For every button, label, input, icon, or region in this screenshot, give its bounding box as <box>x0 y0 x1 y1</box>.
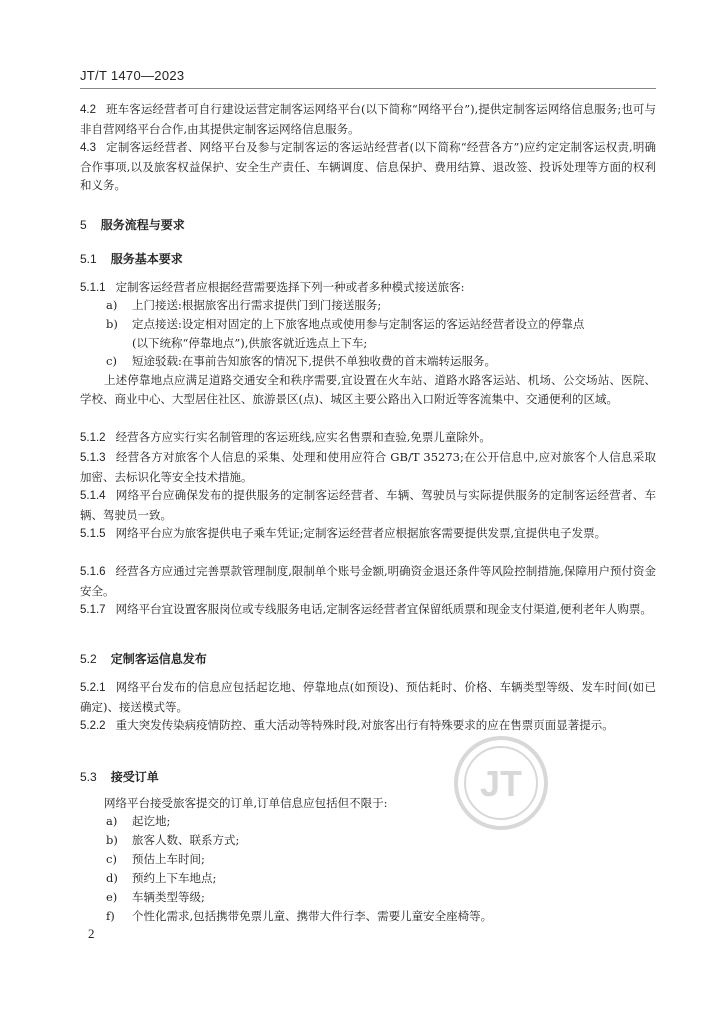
page-number: 2 <box>88 926 95 941</box>
clause-text: 网络平台应确保发布的提供服务的定制客运经营者、车辆、驾驶员与实际提供服务的定制客运经营者、车辆、驾驶员一致。 <box>80 488 656 522</box>
order-item-d <box>106 869 658 888</box>
clause-5-1-2 <box>80 428 656 448</box>
section-5-1-heading <box>80 250 183 267</box>
clause-number: 5.2.1 <box>80 682 106 694</box>
list-marker: b) <box>106 833 118 847</box>
list-text: 起讫地; <box>132 814 171 828</box>
clause-text: 网络平台发布的信息应包括起讫地、停靠地点(如预设)、预估耗时、价格、车辆类型等级、发车时间(如已确定)、接送模式等。 <box>80 680 656 714</box>
clause-5-1-7 <box>80 600 656 620</box>
section-5-2-heading <box>80 650 207 667</box>
watermark-text: JT <box>479 763 523 804</box>
clause-5-2-1 <box>80 678 656 716</box>
clause-text: 定制客运经营者、网络平台及参与定制客运的客运站经营者(以下简称“经营各方”)应约定定制客运权责,明确合作事项,以及旅客权益保护、安全生产责任、车辆调度、信息保护、费用结算、退改签、投诉处理等方面的权利和义务。 <box>80 140 656 192</box>
section-number: 5.3 <box>80 770 97 784</box>
section-title: 服务基本要求 <box>110 252 183 266</box>
clause-number: 4.3 <box>80 142 96 154</box>
section-title: 接受订单 <box>110 770 159 784</box>
list-text: 旅客人数、联系方式; <box>132 833 240 847</box>
order-item-e <box>106 888 658 907</box>
section-number: 5 <box>80 218 87 232</box>
order-intro: 网络平台接受旅客提交的订单,订单信息应包括但不限于: <box>104 796 388 810</box>
clause-text: 网络平台应为旅客提供电子乘车凭证;定制客运经营者应根据旅客需要提供发票,宜提供电子发票。 <box>115 526 607 540</box>
clause-4-2 <box>80 100 656 138</box>
list-marker: c) <box>106 354 117 368</box>
header-divider <box>80 88 656 89</box>
clause-number: 5.2.2 <box>80 720 106 732</box>
order-item-a <box>106 812 658 831</box>
list-marker: f) <box>106 909 115 923</box>
list-item-a <box>106 296 658 315</box>
clause-4-3 <box>80 138 656 195</box>
clause-5-1-5 <box>80 524 656 544</box>
section-5-3-heading <box>80 768 159 785</box>
clause-text: 经营各方对旅客个人信息的采集、处理和使用应符合 GB/T 35273;在公开信息中,应对旅客个人信息采取加密、去标识化等安全技术措施。 <box>80 450 656 484</box>
clause-number: 5.1.7 <box>80 604 106 616</box>
list-item-b <box>106 315 658 352</box>
clause-number: 4.2 <box>80 104 96 116</box>
clause-5-1-1 <box>80 278 656 298</box>
document-code: JT/T 1470—2023 <box>80 68 185 83</box>
clause-number: 5.1.3 <box>80 452 106 464</box>
section-5-heading <box>80 216 185 233</box>
clause-text: 班车客运经营者可自行建设运营定制客运网络平台(以下简称“网络平台”),提供定制客运网络信息服务;也可与非自营网络平台合作,由其提供定制客运网络信息服务。 <box>80 102 656 136</box>
section-title: 定制客运信息发布 <box>110 652 207 666</box>
clause-5-1-6 <box>80 562 656 600</box>
clause-number: 5.1.5 <box>80 528 106 540</box>
clause-number: 5.1.1 <box>80 282 106 294</box>
list-text: 预估上车时间; <box>132 852 205 866</box>
section-title: 服务流程与要求 <box>100 218 185 232</box>
clause-text: 经营各方应实行实名制管理的客运班线,应实名售票和查验,免票儿童除外。 <box>115 430 491 444</box>
order-item-c <box>106 850 658 869</box>
list-text: 上门接送:根据旅客出行需求提供门到门接送服务; <box>132 298 382 312</box>
clause-number: 5.1.2 <box>80 432 106 444</box>
clause-5-1-4 <box>80 486 656 524</box>
list-text: 定点接送:设定相对固定的上下旅客地点或使用参与定制客运的客运站经营者设立的停靠点 <box>132 317 585 331</box>
list-marker: a) <box>106 814 118 828</box>
clause-text: 网络平台宜设置客服岗位或专线服务电话,定制客运经营者宜保留纸质票和现金支付渠道,便利老年人购票。 <box>115 602 652 616</box>
clause-text: 重大突发传染病疫情防控、重大活动等特殊时段,对旅客出行有特殊要求的应在售票页面显著提示。 <box>115 718 614 732</box>
paragraph-stop-locations: 上述停靠地点应满足道路交通安全和秩序需要,宜设置在火车站、道路水路客运站、机场、公交场站、医院、学校、商业中心、大型居住社区、旅游景区(点)、城区主要公路出入口附近等客流集中、交通便利的区域。 <box>80 373 656 406</box>
list-marker: a) <box>106 298 118 312</box>
section-number: 5.2 <box>80 652 97 666</box>
list-marker: d) <box>106 871 118 885</box>
order-item-b <box>106 831 658 850</box>
list-marker: e) <box>106 890 118 904</box>
clause-text: 定制客运经营者应根据经营需要选择下列一种或者多种模式接送旅客: <box>115 280 465 294</box>
list-text-continuation: (以下统称“停靠地点”),供旅客就近选点上下车; <box>132 335 368 350</box>
list-item-c <box>106 352 658 371</box>
clause-5-1-3 <box>80 448 656 486</box>
list-marker: b) <box>106 317 118 331</box>
clause-text: 经营各方应通过完善票款管理制度,限制单个账号金额,明确资金退还条件等风险控制措施,保障用户预付资金安全。 <box>80 564 656 598</box>
clause-number: 5.1.4 <box>80 490 106 502</box>
list-marker: c) <box>106 852 117 866</box>
section-number: 5.1 <box>80 252 97 266</box>
clause-number: 5.1.6 <box>80 566 106 578</box>
list-text: 预约上下车地点; <box>132 871 217 885</box>
clause-5-2-2 <box>80 716 656 736</box>
list-text: 个性化需求,包括携带免票儿童、携带大件行李、需要儿童安全座椅等。 <box>132 909 493 923</box>
order-item-f <box>106 907 658 926</box>
list-text: 短途驳载:在事前告知旅客的情况下,提供不单独收费的首末端转运服务。 <box>132 354 497 368</box>
list-text: 车辆类型等级; <box>132 890 205 904</box>
